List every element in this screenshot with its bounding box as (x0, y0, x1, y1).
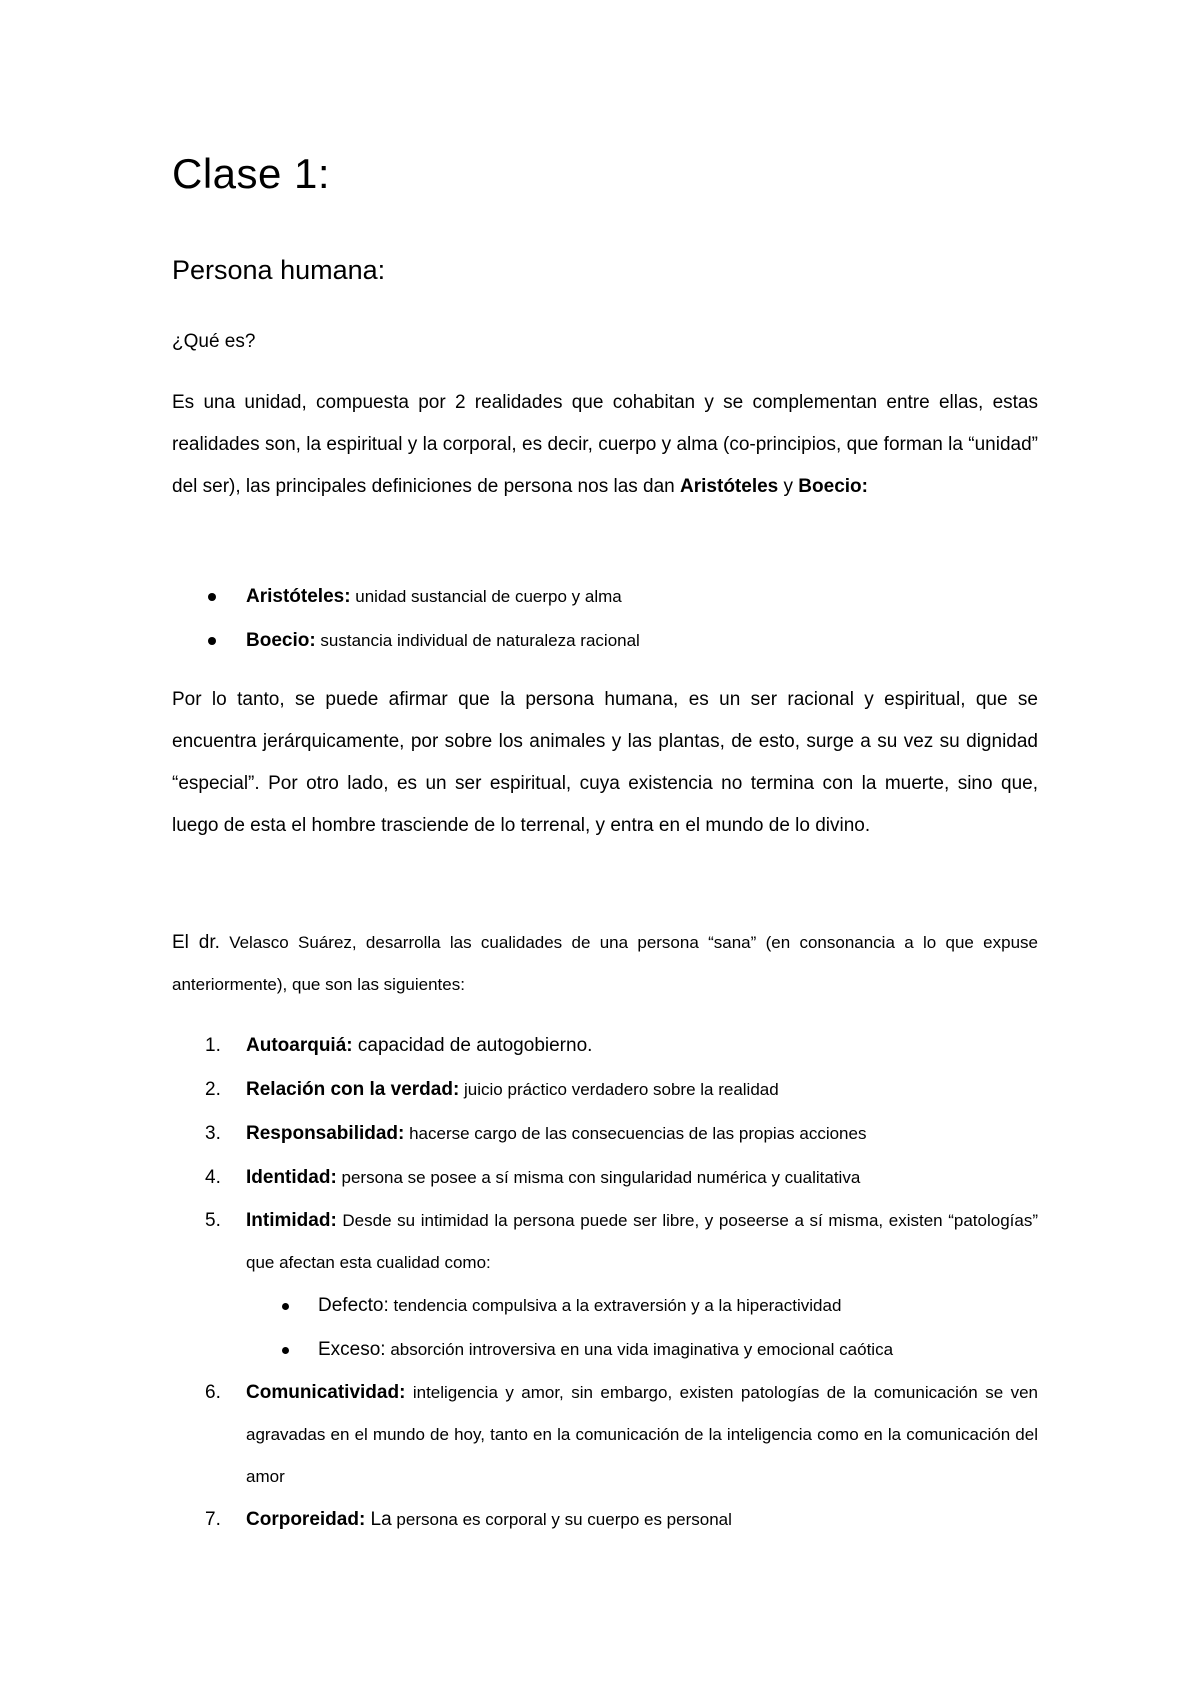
quality-text: juicio práctico verdadero sobre la realidad (459, 1080, 779, 1099)
list-number: 7. (205, 1509, 221, 1530)
name-boecio: Boecio: (798, 476, 868, 497)
page-title: Clase 1: (172, 150, 331, 197)
definition-text: sustancia individual de naturaleza racional (315, 631, 640, 650)
quality-text: inteligencia y amor, sin embargo, existen patologías de la comunicación se ven agravadas en el mundo de hoy, tanto en la comunicación de la inteligencia como en la comunicación del amor (246, 1383, 1038, 1486)
bullet-icon (208, 593, 216, 601)
list-number: 5. (205, 1210, 221, 1231)
list-item (172, 1068, 1038, 1112)
quality-text: persona es corporal y su cuerpo es personal (391, 1510, 732, 1529)
conclusion-paragraph: Por lo tanto, se puede afirmar que la persona humana, es un ser racional y espiritual, que se encuentra jerárquicamente, por sobre los animales y las plantas, de esto, surge a su vez su dignidad “especial”. Por otro lado, es un ser espiritual, cuya existencia no termina con la muerte, sino que, luego de esta el hombre trasciende de lo terrenal, y entra en el mundo de lo divino. (172, 689, 1038, 836)
list-item (246, 1284, 1038, 1328)
quality-term: Autoarquiá: (246, 1035, 353, 1056)
section-heading: Persona humana: (172, 255, 386, 285)
list-number: 3. (205, 1123, 221, 1144)
bullet-icon (208, 637, 216, 645)
question-text: ¿Qué es? (172, 331, 256, 352)
pathology-term: Exceso: (318, 1339, 386, 1360)
quality-text: Desde su intimidad la persona puede ser libre, y poseerse a sí misma, existen “patologías” que afectan esta cualidad como: (246, 1211, 1038, 1272)
qualities-intro-lead: El dr. (172, 932, 220, 953)
quality-term: Intimidad: (246, 1210, 337, 1231)
quality-text: hacerse cargo de las consecuencias de las propias acciones (404, 1124, 867, 1143)
definition-text: unidad sustancial de cuerpo y alma (350, 587, 622, 606)
quality-term: Comunicatividad: (246, 1382, 406, 1403)
conjunction: y (778, 476, 799, 497)
list-item (172, 1200, 1038, 1372)
list-item (172, 1498, 1038, 1542)
intro-text: Es una unidad, compuesta por 2 realidades que cohabitan y se complementan entre ellas, estas realidades son, la espiritual y la corporal, es decir, cuerpo y alma (co-principios, que forman la “unidad” del ser), las principales definiciones de persona nos las dan (172, 392, 1038, 497)
pathologies-list (246, 1284, 1038, 1372)
list-item (172, 1024, 1038, 1068)
qualities-intro-text: Velasco Suárez, desarrolla las cualidades de una persona “sana” (en consonancia a lo que expuse anteriormente), que son las siguientes: (172, 933, 1038, 994)
bullet-icon (282, 1347, 289, 1354)
definitions-list (172, 580, 640, 668)
name-aristoteles: Aristóteles (680, 476, 779, 497)
bullet-icon (282, 1303, 289, 1310)
pathology-text: tendencia compulsiva a la extraversión y a la hiperactividad (388, 1296, 842, 1315)
qualities-list (172, 1024, 1038, 1542)
quality-term: Responsabilidad: (246, 1123, 405, 1144)
list-number: 4. (205, 1167, 221, 1188)
list-item (172, 1372, 1038, 1498)
quality-term: Corporeidad: (246, 1509, 366, 1530)
list-number: 2. (205, 1079, 221, 1100)
list-item (172, 580, 640, 624)
pathology-term: Defecto: (318, 1295, 389, 1316)
quality-text: persona se posee a sí misma con singularidad numérica y cualitativa (336, 1168, 861, 1187)
quality-text: capacidad de autogobierno. (352, 1035, 593, 1056)
list-item (172, 1112, 1038, 1156)
list-number: 1. (205, 1035, 221, 1056)
quality-term: Relación con la verdad: (246, 1079, 460, 1100)
pathology-text: absorción introversiva en una vida imaginativa y emocional caótica (385, 1340, 894, 1359)
definition-term: Boecio: (246, 630, 316, 651)
list-number: 6. (205, 1382, 221, 1403)
definition-term: Aristóteles: (246, 586, 351, 607)
quality-text-lead: La (365, 1509, 392, 1530)
quality-term: Identidad: (246, 1167, 337, 1188)
list-item (172, 1156, 1038, 1200)
list-item (246, 1328, 1038, 1372)
qualities-intro-paragraph (172, 922, 1038, 1006)
list-item (172, 624, 640, 668)
intro-paragraph (172, 382, 1038, 508)
